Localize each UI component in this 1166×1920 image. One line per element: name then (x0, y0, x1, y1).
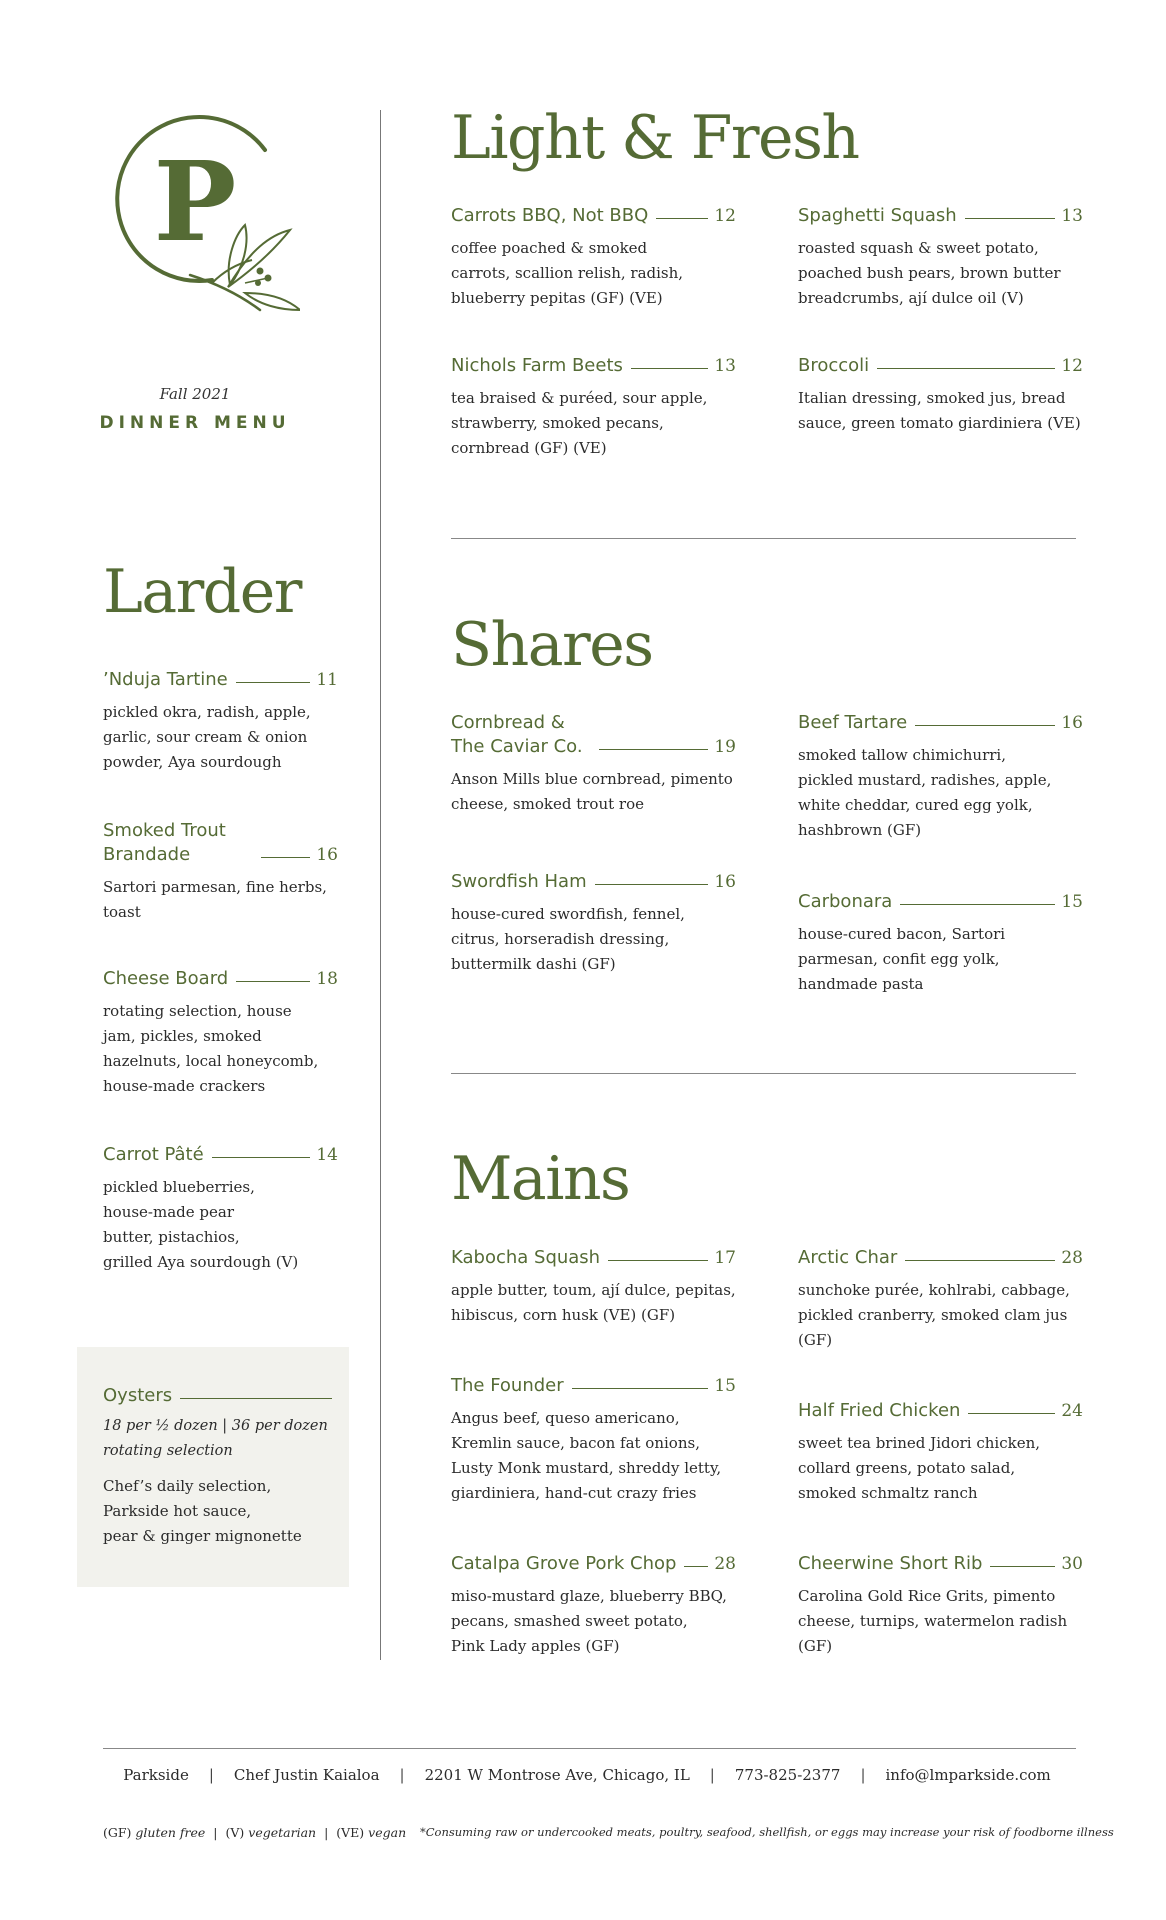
legend-gf-tag: (GF) (103, 1825, 132, 1840)
footer-separator: | (860, 1766, 866, 1784)
dietary-legend (103, 1825, 406, 1840)
item-name: Cornbread & The Caviar Co. (451, 712, 583, 757)
menu-item (798, 890, 1083, 997)
item-name: Cheese Board (103, 968, 229, 989)
section-title-mains: Mains (451, 1144, 630, 1214)
section-divider (451, 1073, 1076, 1074)
food-safety-warning: *Consuming raw or undercooked meats, poultry, seafood, shellfish, or eggs may increase your risk of foodborne illness (420, 1825, 1114, 1839)
item-name: Nichols Farm Beets (451, 355, 623, 376)
item-description: Anson Mills blue cornbread, pimento cheese, smoked trout roe (451, 770, 733, 813)
item-description: tea braised & puréed, sour apple, strawberry, smoked pecans, cornbread (GF) (VE) (451, 389, 708, 457)
footer-restaurant: Parkside (123, 1766, 189, 1784)
footer-separator: | (399, 1766, 405, 1784)
item-name: The Founder (451, 1375, 564, 1396)
footer-info (103, 1766, 1071, 1784)
item-price: 12 (714, 206, 736, 226)
legend-v-label: vegetarian (248, 1825, 317, 1840)
item-price: 24 (1061, 1401, 1083, 1421)
menu-item (798, 1399, 1083, 1506)
item-description: Italian dressing, smoked jus, bread sauce, green tomato giardiniera (VE) (798, 389, 1081, 432)
item-price: 15 (714, 1376, 736, 1396)
item-name: Carrots BBQ, Not BBQ (451, 205, 649, 226)
item-price: 12 (1061, 356, 1083, 376)
menu-item (798, 354, 1083, 436)
menu-item (798, 204, 1083, 311)
logo-monogram: P (153, 137, 237, 266)
menu-season: Fall 2021 (159, 385, 231, 403)
item-price: 17 (714, 1248, 736, 1268)
menu-item (451, 711, 736, 817)
menu-item (103, 668, 338, 775)
section-title-shares: Shares (451, 610, 653, 680)
footer-chef: Chef Justin Kaialoa (233, 1766, 380, 1784)
item-price: 11 (316, 670, 338, 690)
item-description: Chef’s daily selection, Parkside hot sauce, pear & ginger mignonette (103, 1477, 302, 1545)
item-price: 16 (714, 872, 736, 892)
menu-item (103, 967, 338, 1099)
menu-item (451, 1552, 736, 1659)
item-price: 13 (1061, 206, 1083, 226)
legend-gf-label: gluten free (135, 1825, 206, 1840)
item-name: Carbonara (798, 891, 893, 912)
item-description: pickled okra, radish, apple, garlic, sour cream & onion powder, Aya sourdough (103, 703, 311, 771)
item-price: 16 (1061, 713, 1083, 733)
item-description: house-cured swordfish, fennel, citrus, horseradish dressing, buttermilk dashi (GF) (451, 905, 685, 973)
footer-address: 2201 W Montrose Ave, Chicago, IL (424, 1766, 690, 1784)
legend-ve-tag: (VE) (336, 1825, 365, 1840)
item-price: 28 (714, 1554, 736, 1574)
legend-v-tag: (V) (225, 1825, 245, 1840)
section-title-larder: Larder (103, 557, 301, 627)
item-description: coffee poached & smoked carrots, scallion relish, radish, blueberry pepitas (GF) (VE) (451, 239, 684, 307)
item-name: Spaghetti Squash (798, 205, 957, 226)
footer-separator: | (709, 1766, 715, 1784)
item-name: Half Fried Chicken (798, 1400, 961, 1421)
item-description: Sartori parmesan, fine herbs, toast (103, 878, 327, 921)
item-name: Carrot Pâté (103, 1144, 204, 1165)
menu-item (451, 1246, 736, 1328)
item-name: Cheerwine Short Rib (798, 1553, 983, 1574)
legend-ve-label: vegan (368, 1825, 407, 1840)
item-name: Kabocha Squash (451, 1247, 601, 1268)
menu-label: DINNER MENU (99, 413, 291, 433)
item-price: 16 (316, 845, 338, 865)
item-description: roasted squash & sweet potato, poached bush pears, brown butter breadcrumbs, ají dulce oil (V) (798, 239, 1061, 307)
menu-item (451, 354, 736, 461)
menu-item (103, 1143, 338, 1275)
item-name: Beef Tartare (798, 712, 908, 733)
menu-item (103, 819, 338, 925)
item-description: rotating selection, house jam, pickles, smoked hazelnuts, local honeycomb, house-made crackers (103, 1002, 319, 1095)
menu-item (798, 1552, 1083, 1659)
item-price: 14 (316, 1145, 338, 1165)
footer-separator: | (208, 1766, 214, 1784)
item-price: 30 (1061, 1554, 1083, 1574)
legend-separator: | (213, 1825, 218, 1840)
menu-item (798, 1246, 1083, 1353)
oysters-pricing: 18 per ½ dozen | 36 per dozen rotating selection (103, 1418, 328, 1459)
item-name: Broccoli (798, 355, 870, 376)
item-name: Oysters (103, 1385, 173, 1406)
item-description: apple butter, toum, ají dulce, pepitas, hibiscus, corn husk (VE) (GF) (451, 1281, 736, 1324)
item-name: Swordfish Ham (451, 871, 587, 892)
menu-item (451, 870, 736, 977)
item-description: smoked tallow chimichurri, pickled mustard, radishes, apple, white cheddar, cured egg yolk, hashbrown (GF) (798, 746, 1052, 839)
menu-item (798, 711, 1083, 843)
parkside-logo (100, 105, 300, 320)
item-description: pickled blueberries, house-made pear butter, pistachios, grilled Aya sourdough (V) (103, 1178, 299, 1271)
footer-phone: 773-825-2377 (734, 1766, 841, 1784)
legend-separator: | (324, 1825, 329, 1840)
footer-divider (103, 1748, 1076, 1749)
item-name: Smoked Trout Brandade (103, 820, 226, 865)
item-price: 19 (714, 737, 736, 757)
item-description: Angus beef, queso americano, Kremlin sauce, bacon fat onions, Lusty Monk mustard, shreddy letty, giardiniera, hand-cut crazy fries (451, 1409, 722, 1502)
item-description: sunchoke purée, kohlrabi, cabbage, pickled cranberry, smoked clam jus (GF) (798, 1281, 1070, 1349)
oysters-item (103, 1384, 338, 1549)
item-name: Catalpa Grove Pork Chop (451, 1553, 677, 1574)
item-description: house-cured bacon, Sartori parmesan, confit egg yolk, handmade pasta (798, 925, 1006, 993)
item-price: 13 (714, 356, 736, 376)
section-divider (451, 538, 1076, 539)
menu-item (451, 204, 736, 311)
item-price: 15 (1061, 892, 1083, 912)
item-price: 18 (316, 969, 338, 989)
item-description: Carolina Gold Rice Grits, pimento cheese, turnips, watermelon radish (GF) (798, 1587, 1068, 1655)
item-description: miso-mustard glaze, blueberry BBQ, pecans, smashed sweet potato, Pink Lady apples (GF) (451, 1587, 727, 1655)
section-title-light-fresh: Light & Fresh (451, 103, 859, 173)
footer-email: info@lmparkside.com (885, 1766, 1051, 1784)
item-description: sweet tea brined Jidori chicken, collard greens, potato salad, smoked schmaltz ranch (798, 1434, 1041, 1502)
item-name: Arctic Char (798, 1247, 898, 1268)
column-divider (380, 110, 381, 1660)
item-price: 28 (1061, 1248, 1083, 1268)
item-name: ’Nduja Tartine (103, 669, 228, 690)
menu-item (451, 1374, 736, 1506)
